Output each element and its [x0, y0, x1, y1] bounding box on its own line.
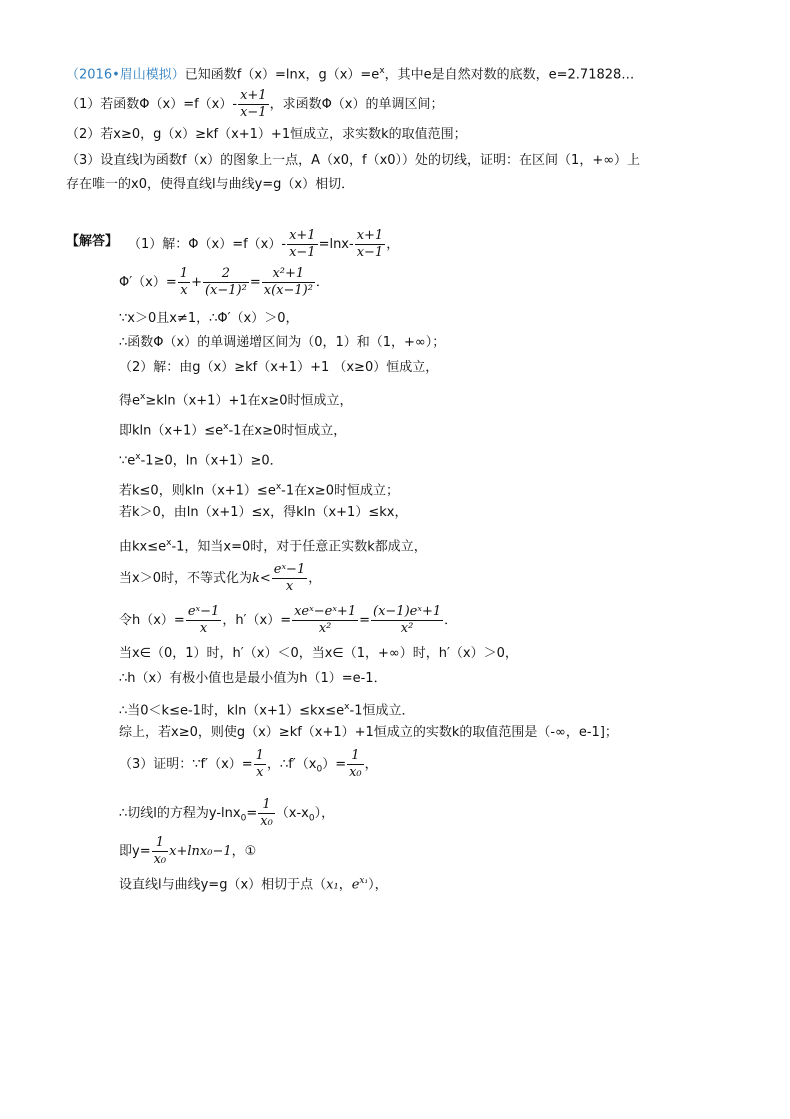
question-part-2: （2）若x≥0，g（x）≥kf（x+1）+1恒成立，求实数k的取值范围；	[66, 127, 467, 142]
answer-step-15: ∴h（x）有极小值也是最小值为h（1）=e-1．	[119, 671, 387, 686]
answer-step-2: Φ′（x）= $\frac{1}{x}$ + $\frac{2}{\text{(x−1)²}}$ = $\frac{\text{x²+1}}{\text{x(x−1)²}}$ ．	[119, 266, 329, 298]
question-source: （2016•眉山模拟）	[66, 67, 185, 83]
answer-step-11: 由$kx\le e^x-1$，知当x=0时，对于任意正实数k都成立，	[119, 538, 427, 555]
answer-step-17: 综上，若x≥0，则使g（x）≥kf（x+1）+1恒成立的实数k的取值范围是（-∞，e-1]；	[119, 725, 618, 740]
answer-step-1: （1）解：Φ（x）=f（x）- $\frac{x+1}{x-1}$ =lnx- $\frac{x+1}{x-1}$ ，	[128, 228, 400, 260]
question-part-3-line-2: 存在唯一的x0，使得直线l与曲线y=g（x）相切．	[66, 177, 355, 192]
answer-step-21: 设直线l与曲线y=g（x）相切于点（x₁，$e^{x_1}$），	[119, 876, 388, 893]
fraction: $\frac{x+1}{x-1}$	[240, 88, 267, 120]
answer-step-19: ∴切线l的方程为y-lnx$_0$= $\frac{1}{\text{x₀}}$ $(x-x_0)$，	[119, 797, 335, 829]
answer-step-4: ∴函数Φ（x）的单调递增区间为（0，1）和（1，+∞）；	[119, 335, 446, 350]
answer-step-3: ∵x＞0且x≠1，∴Φ′（x）＞0，	[119, 311, 299, 326]
answer-step-5: （2）解：由g（x）≥kf（x+1）+1 （x≥0）恒成立，	[119, 360, 439, 375]
answer-step-10: 若k＞0，由ln（x+1）≤x，得kln（x+1）≤kx，	[119, 505, 408, 520]
answer-tag: 【解答】	[66, 234, 119, 249]
answer-step-12: 当x＞0时，不等式化为k< $\frac{\text{eˣ−1}}{x}$ ，	[119, 562, 322, 594]
answer-step-16: ∴当0＜k≤e-1时，$kln(x+1)\le kx\le e^x-1$恒成立．	[119, 702, 415, 719]
answer-step-9: 若k≤0，则$kln(x+1)\le e^x-1$在x≥0时恒成立；	[119, 482, 399, 499]
answer-step-14: 当x∈（0，1）时，h′（x）＜0，当x∈（1，+∞）时，h′（x）＞0，	[119, 646, 518, 661]
answer-step-8: $\because e^x-1\ge 0$，ln（x+1）≥0．	[119, 452, 283, 469]
answer-step-20: 即y= $\frac{1}{\text{x₀}}$ x+lnx₀−1，①	[119, 835, 257, 867]
question-part-3-line-1: （3）设直线l为函数f（x）的图象上一点，A（x0，f（x0））处的切线，证明：在区间（1，+∞）上	[66, 153, 641, 168]
question-intro: （2016•眉山模拟）已知函数f（x）=lnx，$g(x)=e^x$，其中e是自然对数的底数，e=2.71828…	[66, 66, 635, 83]
answer-step-7: 即$kln(x+1)\le e^x-1$在x≥0时恒成立，	[119, 422, 347, 439]
answer-step-18: （3）证明：∵f′（x）= $\frac{1}{x}$ ，$\therefore f'(x_0)=$ $\frac{1}{\text{x₀}}$ ，	[119, 748, 378, 780]
answer-step-6: 得$e^x\ge kln(x+1)+1$在x≥0时恒成立，	[119, 392, 353, 409]
question-part-1: （1）若函数Φ（x）=f（x）- $\frac{x+1}{x-1}$ ，求函数Φ（x）的单调区间；	[66, 88, 444, 120]
answer-step-13: 令h（x）= $\frac{\text{eˣ−1}}{x}$ ，h′（x）= $\frac{\text{xeˣ−eˣ+1}}{\text{x²}}$ = $\frac{\text{(x−1)eˣ+1}}{\text{x²}}$ ．	[119, 604, 458, 636]
